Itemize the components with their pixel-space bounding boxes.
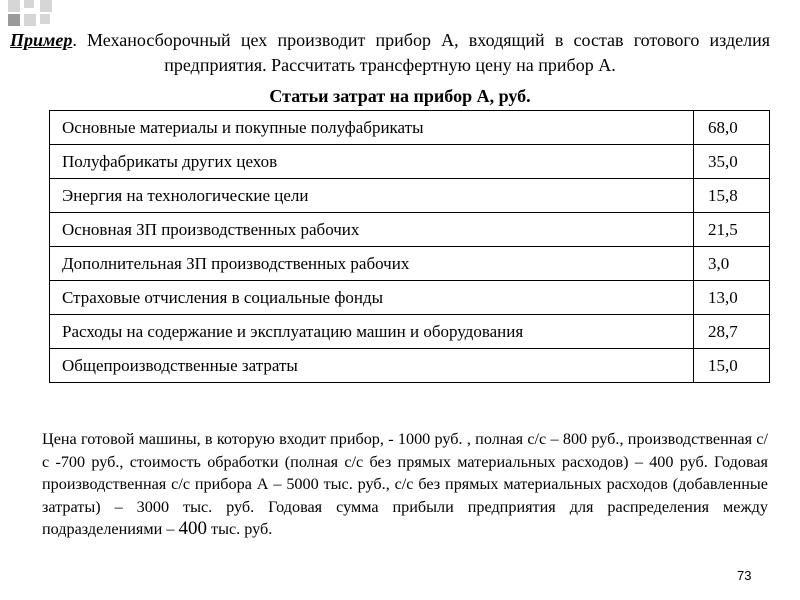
intro-text [10,28,770,78]
cost-value-cell: 68,0 [694,111,770,145]
cost-item-cell: Основные материалы и покупные полуфабрикаты [50,111,694,145]
table-row [50,179,770,213]
description-paragraph [42,428,768,541]
cost-value-cell: 15,0 [694,349,770,383]
cost-item-cell: Общепроизводственные затраты [50,349,694,383]
cost-item-cell: Страховые отчисления в социальные фонды [50,281,694,315]
table-row [50,111,770,145]
paragraph-body: Цена готовой машины, в которую входит прибор, - 1000 руб. , полная с/с – 800 руб., производственная с/с -700 руб., стоимость обработки (полная с/с без прямых материальных расходов) – 400 руб. Годовая производственная с/с прибора А – 5000 тыс. руб., с/с без прямых материальных расходов (добавленные затраты) – 3000 тыс. руб. Годовая сумма прибыли предприятия для распределения между подразделениями – [42,430,768,538]
cost-item-cell: Дополнительная ЗП производственных рабочих [50,247,694,281]
cost-value-cell: 15,8 [694,179,770,213]
cost-item-cell: Основная ЗП производственных рабочих [50,213,694,247]
cost-item-cell: Энергия на технологические цели [50,179,694,213]
cost-item-cell: Полуфабрикаты других цехов [50,145,694,179]
paragraph-emphasis: 400 [178,518,207,539]
table-row [50,145,770,179]
cost-value-cell: 13,0 [694,281,770,315]
deco-square [40,0,52,12]
cost-value-cell: 35,0 [694,145,770,179]
deco-square [8,0,20,12]
table-row [50,349,770,383]
cost-value-cell: 3,0 [694,247,770,281]
intro-lead: Пример [10,30,73,50]
table-row [50,213,770,247]
cost-table [49,110,770,383]
deco-square [8,14,20,26]
page-number: 73 [737,568,752,583]
cost-value-cell: 28,7 [694,315,770,349]
intro-body: . Механосборочный цех производит прибор А, входящий в состав готового изделия предприятия. Рассчитать трансфертную цену на прибор А. [72,30,770,75]
table-row [50,315,770,349]
cost-item-cell: Расходы на содержание и эксплуатацию машин и оборудования [50,315,694,349]
deco-square [24,14,36,26]
table-row [50,281,770,315]
deco-square [24,0,34,8]
deco-square [40,14,50,24]
cost-value-cell: 21,5 [694,213,770,247]
table-row [50,247,770,281]
table-caption: Статьи затрат на прибор А, руб. [269,86,531,106]
paragraph-tail: тыс. руб. [206,520,273,538]
